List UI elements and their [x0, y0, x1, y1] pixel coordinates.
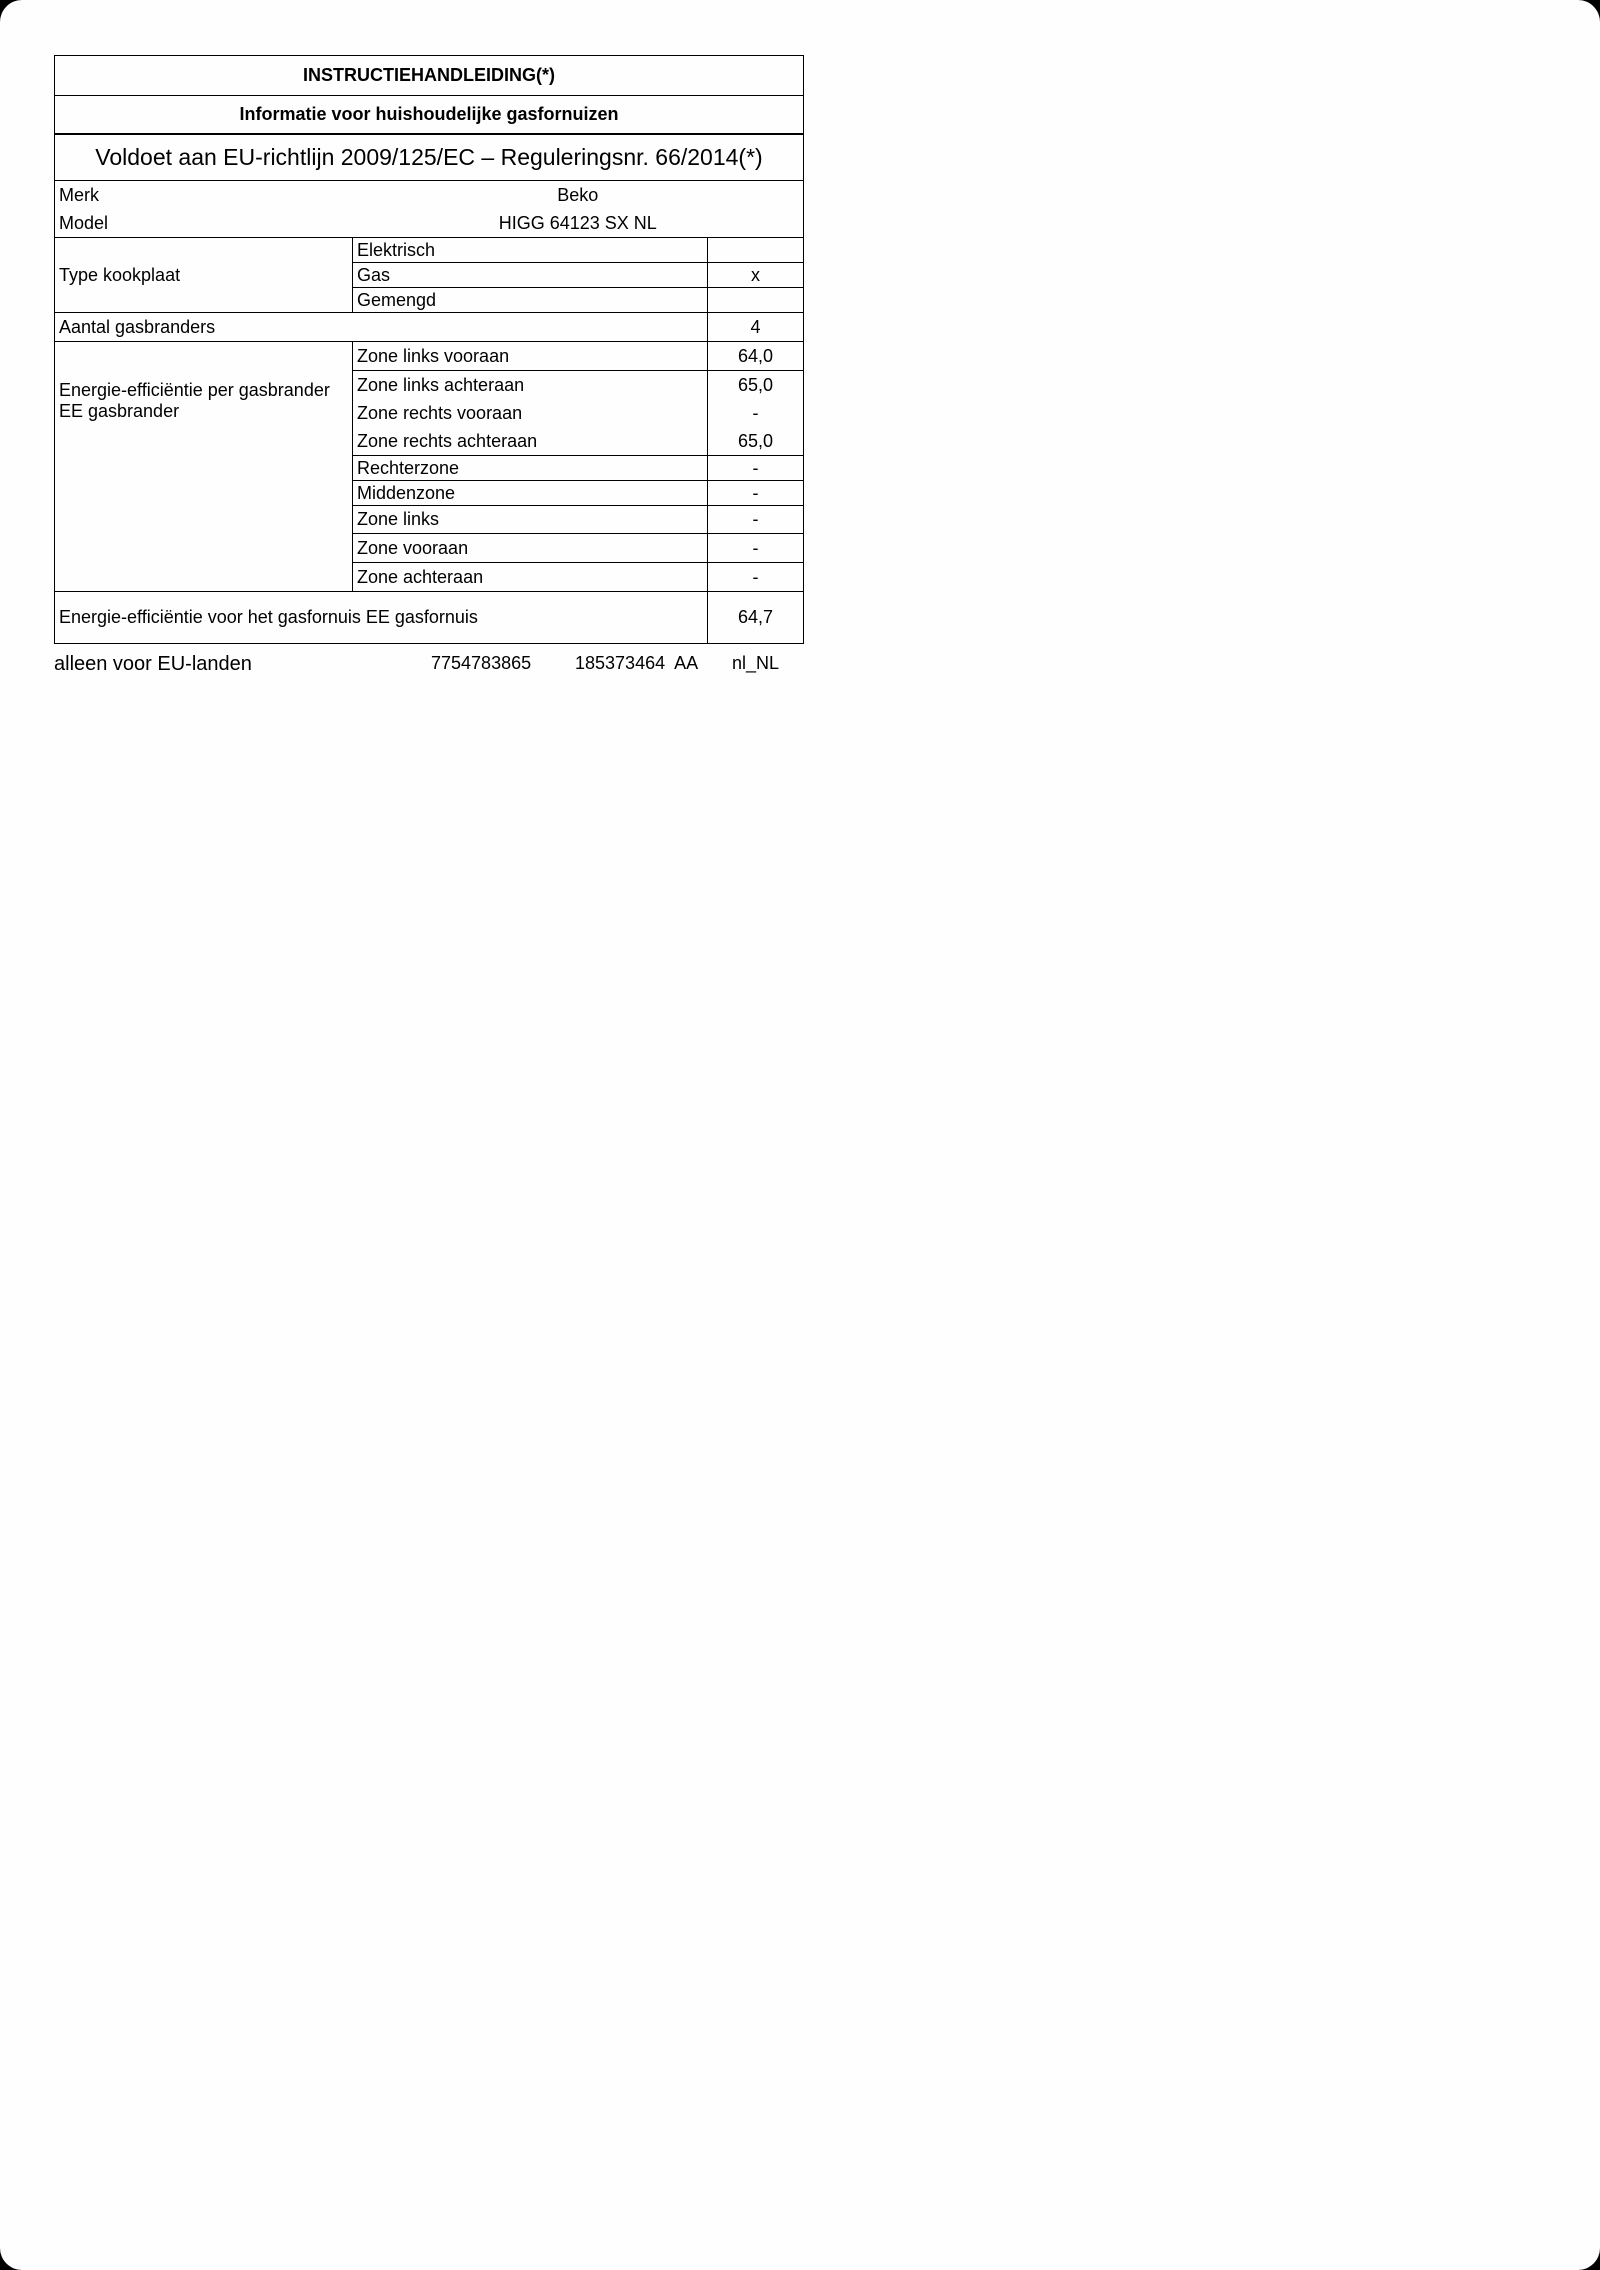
model-value: HIGG 64123 SX NL: [353, 209, 804, 238]
zone-value: -: [708, 534, 804, 563]
hob-type-option: Gemengd: [353, 288, 708, 313]
hob-type-value: [708, 288, 804, 313]
hob-efficiency-value: 64,7: [708, 592, 804, 644]
zone-value: -: [708, 456, 804, 481]
gas-hob-info-table: [54, 55, 804, 644]
brand-label: Merk: [59, 184, 99, 205]
zone-value: -: [708, 399, 804, 427]
zone-label: Zone links: [353, 506, 708, 534]
zone-value: -: [708, 481, 804, 506]
zone-value: 65,0: [708, 371, 804, 400]
energy-info-sheet: [54, 55, 803, 687]
model-label: Model: [55, 209, 353, 238]
zone-value: 65,0: [708, 427, 804, 456]
zone-value: -: [708, 506, 804, 534]
sheet-subtitle: Informatie voor huishoudelijke gasfornuizen: [55, 96, 804, 135]
zone-label: Zone rechts vooraan: [353, 399, 708, 427]
document-revision-code: 185373464 AA: [575, 653, 699, 673]
zone-value: -: [708, 563, 804, 592]
hob-type-value: x: [708, 263, 804, 288]
burner-count-value: 4: [708, 313, 804, 342]
document-code: 7754783865: [431, 653, 532, 673]
sheet-title: INSTRUCTIEHANDLEIDING(*): [55, 56, 804, 96]
regulation-line: Voldoet aan EU-richtlijn 2009/125/EC – Reguleringsnr. 66/2014(*): [55, 134, 804, 181]
hob-type-option: Gas: [353, 263, 708, 288]
brand-value: Beko: [557, 184, 599, 205]
eu-only-note: alleen voor EU-landen: [54, 653, 252, 675]
hob-type-option: Elektrisch: [353, 238, 708, 263]
burner-efficiency-label-line2: EE gasbrander: [59, 400, 180, 421]
language-code: nl_NL: [732, 653, 780, 673]
burner-efficiency-label-line1: Energie-efficiëntie per gasbrander: [59, 380, 330, 400]
hob-type-label: Type kookplaat: [59, 264, 181, 285]
zone-label: Rechterzone: [353, 456, 708, 481]
burner-efficiency-label: [55, 342, 353, 592]
hob-type-value: [708, 238, 804, 263]
zone-label: Zone achteraan: [353, 563, 708, 592]
hob-efficiency-label: Energie-efficiëntie voor het gasfornuis EE gasfornuis: [55, 592, 708, 644]
sheet-footer: [54, 653, 803, 687]
zone-label: Zone links achteraan: [353, 371, 708, 400]
zone-label: Zone links vooraan: [353, 342, 708, 371]
zone-value: 64,0: [708, 342, 804, 371]
zone-label: Zone vooraan: [353, 534, 708, 563]
zone-label: Zone rechts achteraan: [353, 427, 708, 456]
burner-count-label: Aantal gasbranders: [55, 313, 708, 342]
zone-label: Middenzone: [353, 481, 708, 506]
